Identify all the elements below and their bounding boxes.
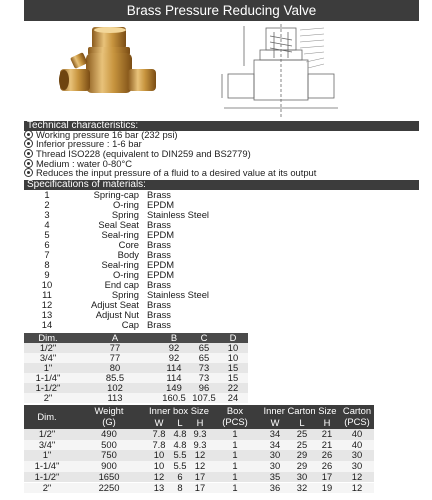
packing-cell: 30 <box>351 449 363 461</box>
part-material: Brass <box>147 319 171 330</box>
packing-cell: 1/2" <box>38 428 56 439</box>
dim-cell: 1/2" <box>39 342 57 353</box>
packing-cell: 17 <box>194 481 206 493</box>
part-number: 11 <box>42 289 52 300</box>
dim-cell: 113 <box>107 392 123 403</box>
material-row <box>24 260 419 270</box>
bullet-icon <box>24 159 33 168</box>
material-row <box>24 250 419 260</box>
packing-sub-header: W <box>270 417 280 428</box>
packing-cell: 25 <box>296 438 308 450</box>
packing-cell: 40 <box>351 438 363 450</box>
packing-cell: 2250 <box>98 481 120 493</box>
part-number: 13 <box>41 309 53 320</box>
tech-item-5: Reduces the input pressure of a fluid to a desired value at its output <box>24 168 316 177</box>
dimensions-header <box>24 333 248 343</box>
packing-cell: 40 <box>351 428 363 439</box>
packing-cell: 17 <box>194 470 206 482</box>
packing-cell: 3/4" <box>38 438 56 450</box>
dim-cell: 102 <box>107 382 123 393</box>
part-number: 6 <box>44 239 50 250</box>
packing-sub-header: W <box>154 417 164 428</box>
packing-cell: 1 <box>232 470 238 482</box>
part-name: Spring <box>111 289 139 300</box>
part-number: 5 <box>44 229 50 240</box>
packing-cell: 10 <box>153 449 165 461</box>
part-material: EPDM <box>147 199 175 210</box>
packing-box-header: Box <box>226 405 244 416</box>
packing-sub-header: L <box>177 417 183 428</box>
part-material: EPDM <box>147 269 175 280</box>
dim-header-cell: B <box>170 332 178 343</box>
packing-inner-carton-header: Inner Carton Size <box>263 405 337 416</box>
packing-cell: 34 <box>269 438 281 450</box>
packing-cell: 5.5 <box>173 449 187 461</box>
packing-cell: 10 <box>153 460 165 472</box>
part-number: 8 <box>44 259 50 270</box>
part-name: Body <box>117 249 139 260</box>
packing-cell: 4.8 <box>173 438 187 450</box>
part-name: Adjust Seat <box>91 299 139 310</box>
packing-cell: 5.5 <box>173 460 187 472</box>
dim-cell: 149 <box>166 382 182 393</box>
dim-cell: 24 <box>227 392 239 403</box>
dim-cell: 77 <box>109 342 121 353</box>
material-row <box>24 290 419 300</box>
packing-cell: 1 <box>232 481 238 493</box>
dim-cell: 10 <box>227 342 239 353</box>
material-row <box>24 220 419 230</box>
dim-cell: 77 <box>109 352 121 363</box>
dim-cell: 96 <box>198 382 210 393</box>
packing-cell: 1 <box>232 449 238 461</box>
packing-cell: 750 <box>101 449 117 461</box>
dim-cell: 15 <box>227 362 239 373</box>
tech-item-4: Medium : water 0-80°C <box>24 159 132 168</box>
packing-cell: 900 <box>101 460 117 472</box>
part-material: Brass <box>147 189 171 200</box>
part-number: 7 <box>44 249 50 260</box>
part-number: 10 <box>41 279 53 290</box>
packing-cell: 1 <box>232 438 238 450</box>
part-name: O-ring <box>112 199 139 210</box>
part-material: EPDM <box>147 229 175 240</box>
packing-cell: 30 <box>351 460 363 472</box>
packing-cell: 36 <box>269 481 281 493</box>
dim-cell: 85.5 <box>105 372 125 383</box>
packing-cell: 26 <box>321 449 333 461</box>
dim-header-cell: D <box>229 332 237 343</box>
dim-cell: 2" <box>43 392 53 403</box>
packing-cell: 1-1/2" <box>34 470 60 482</box>
packing-cell: 12 <box>194 460 206 472</box>
part-material: Stainless Steel <box>147 289 210 300</box>
packing-cell: 1-1/4" <box>34 460 60 472</box>
packing-cell: 1650 <box>98 470 120 482</box>
dim-cell: 114 <box>166 362 182 373</box>
packing-cell: 12 <box>351 481 363 493</box>
packing-cell: 1 <box>232 460 238 472</box>
dim-cell: 107.5 <box>192 392 216 403</box>
packing-cell: 490 <box>101 428 117 439</box>
bullet-icon <box>24 149 33 158</box>
part-material: Brass <box>147 239 171 250</box>
packing-row <box>24 483 374 494</box>
material-row <box>24 320 419 330</box>
packing-cell: 34 <box>269 428 281 439</box>
tech-item-1: Working pressure 16 bar (232 psi) <box>24 130 178 139</box>
packing-cell: 500 <box>101 438 117 450</box>
dim-cell: 65 <box>198 342 210 353</box>
part-number: 4 <box>44 219 50 230</box>
packing-cell: 12 <box>194 449 206 461</box>
part-material: Brass <box>147 309 171 320</box>
part-name: Seal Seat <box>98 219 139 230</box>
dim-cell: 80 <box>109 362 121 373</box>
packing-carton-header: Carton <box>342 405 372 416</box>
part-number: 1 <box>44 189 50 200</box>
dim-cell: 92 <box>168 342 180 353</box>
packing-cell: 19 <box>321 481 333 493</box>
part-name: Adjust Nut <box>95 309 139 320</box>
part-name: Seal-ring <box>101 259 139 270</box>
dim-cell: 10 <box>227 352 239 363</box>
packing-sub-header: H <box>323 417 331 428</box>
packing-cell: 17 <box>321 470 333 482</box>
page-title: Brass Pressure Reducing Valve <box>24 0 419 21</box>
dim-header-cell: A <box>111 332 119 343</box>
packing-cell: 29 <box>296 460 308 472</box>
material-row <box>24 270 419 280</box>
part-number: 2 <box>44 199 50 210</box>
valve-photo <box>58 25 156 115</box>
part-number: 3 <box>44 209 50 220</box>
materials-heading: Specifications of materials: <box>24 180 419 190</box>
packing-cell: 12 <box>351 470 363 482</box>
tech-item-2: Inferior pressure : 1-6 bar <box>24 139 142 148</box>
packing-cell: 6 <box>177 470 183 482</box>
tech-item-3: Thread ISO228 (equivalent to DIN259 and BS2779) <box>24 149 251 158</box>
part-name: Seal-ring <box>101 229 139 240</box>
part-material: Brass <box>147 279 171 290</box>
dimensions-row <box>24 343 248 353</box>
dim-cell: 65 <box>198 352 210 363</box>
part-material: Brass <box>147 299 171 310</box>
material-row <box>24 280 419 290</box>
dim-cell: 1-1/2" <box>35 382 61 393</box>
part-number: 12 <box>41 299 53 310</box>
material-row <box>24 210 419 220</box>
material-row <box>24 300 419 310</box>
part-material: EPDM <box>147 259 175 270</box>
technical-heading: Technical characteristics: <box>24 121 419 131</box>
dimensions-row <box>24 393 248 403</box>
packing-cell: 1" <box>42 449 52 461</box>
packing-cell: 29 <box>296 449 308 461</box>
bullet-icon <box>24 130 33 139</box>
packing-cell: 7.8 <box>152 438 166 450</box>
valve-drawing <box>214 22 346 122</box>
material-row <box>24 190 419 200</box>
packing-cell: 1 <box>232 428 238 439</box>
packing-weight-header: Weight <box>94 405 124 416</box>
packing-cell: 9.3 <box>193 428 207 439</box>
part-material: Brass <box>147 219 171 230</box>
packing-cell: 2" <box>42 481 52 493</box>
dim-cell: 22 <box>227 382 239 393</box>
dim-cell: 73 <box>198 372 210 383</box>
packing-cell: 32 <box>296 481 308 493</box>
dim-header-cell: Dim. <box>38 332 58 343</box>
packing-cell: 9.3 <box>193 438 207 450</box>
dim-cell: 3/4" <box>39 352 57 363</box>
packing-weight-unit: (G) <box>102 416 116 427</box>
packing-cell: 26 <box>321 460 333 472</box>
packing-inner-box-header: Inner box Size <box>149 405 209 416</box>
packing-sub-header: L <box>299 417 305 428</box>
part-material: Stainless Steel <box>147 209 210 220</box>
packing-cell: 35 <box>269 470 281 482</box>
dim-cell: 1-1/4" <box>35 372 61 383</box>
packing-dim-header: Dim. <box>37 411 57 422</box>
packing-cell: 30 <box>269 460 281 472</box>
part-name: Spring <box>111 209 139 220</box>
material-row <box>24 230 419 240</box>
dim-cell: 15 <box>227 372 239 383</box>
packing-cell: 21 <box>321 438 333 450</box>
packing-cell: 13 <box>153 481 165 493</box>
packing-box-unit: (PCS) <box>222 416 248 427</box>
packing-cell: 8 <box>177 481 183 493</box>
dim-header-cell: C <box>200 332 208 343</box>
packing-cell: 21 <box>321 428 333 439</box>
bullet-icon <box>24 139 33 148</box>
packing-cell: 30 <box>296 470 308 482</box>
part-name: Cap <box>121 319 139 330</box>
packing-sub-header: H <box>196 417 204 428</box>
part-name: End cap <box>104 279 139 290</box>
material-row <box>24 200 419 210</box>
bullet-icon <box>24 168 33 177</box>
packing-cell: 25 <box>296 428 308 439</box>
packing-cell: 7.8 <box>152 428 166 439</box>
dimensions-row <box>24 353 248 363</box>
packing-cell: 12 <box>153 470 165 482</box>
material-row <box>24 310 419 320</box>
dim-cell: 114 <box>166 372 182 383</box>
part-material: Brass <box>147 249 171 260</box>
part-number: 9 <box>44 269 50 280</box>
packing-cell: 4.8 <box>173 428 187 439</box>
packing-cell: 30 <box>269 449 281 461</box>
dim-cell: 1" <box>43 362 53 373</box>
part-number: 14 <box>41 319 53 330</box>
part-name: Core <box>118 239 139 250</box>
packing-row <box>24 472 374 483</box>
material-row <box>24 240 419 250</box>
part-name: O-ring <box>112 269 139 280</box>
packing-carton-unit: (PCS) <box>344 416 370 427</box>
dim-cell: 160.5 <box>162 392 186 403</box>
dim-cell: 92 <box>168 352 180 363</box>
dim-cell: 73 <box>198 362 210 373</box>
part-name: Spring-cap <box>93 189 139 200</box>
